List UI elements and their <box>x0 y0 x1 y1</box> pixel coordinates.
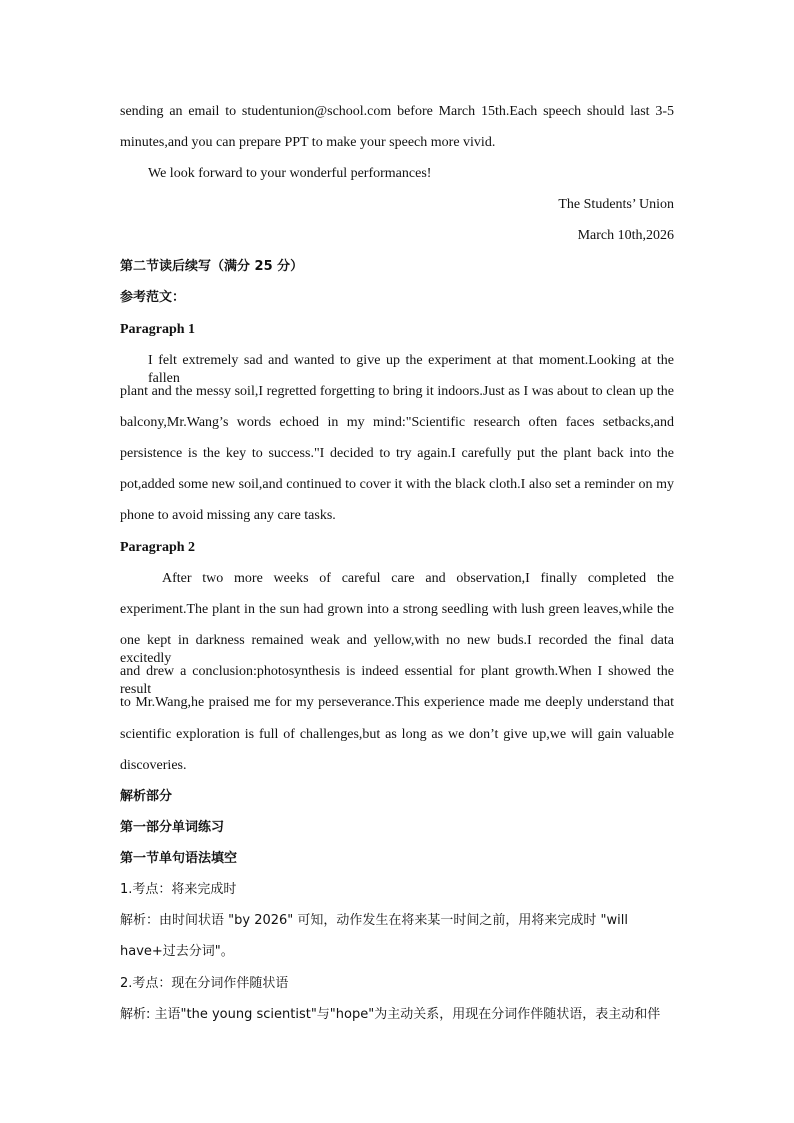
section1-heading: 第一节单句语法填空 <box>120 851 238 866</box>
paragraph2-line: to Mr.Wang,he praised me for my perseverance.This experience made me deeply understand that <box>120 695 674 710</box>
paragraph1-line: phone to avoid missing any care tasks. <box>120 508 336 523</box>
notice-date: March 10th,2026 <box>577 228 674 243</box>
section2-heading: 第二节读后续写（满分 25 分） <box>120 259 304 274</box>
paragraph2-line: discoveries. <box>120 758 187 773</box>
notice-line-2: minutes,and you can prepare PPT to make your speech more vivid. <box>120 135 496 150</box>
question1-point: 1.考点：将来完成时 <box>120 882 237 897</box>
analysis-heading: 解析部分 <box>120 789 173 804</box>
paragraph2-heading: Paragraph 2 <box>120 540 196 555</box>
question2-point: 2.考点：现在分词作伴随状语 <box>120 976 289 991</box>
paragraph1-line: I felt extremely sad and wanted to give up the experiment at that moment.Looking at the fallen <box>148 353 674 386</box>
paragraph1-heading: Paragraph 1 <box>120 322 196 337</box>
question2-explanation: 解析: 主语"the young scientist"与"hope"为主动关系，用现在分词作伴随状语，表主动和伴 <box>120 1007 661 1022</box>
paragraph1-line: plant and the messy soil,I regretted forgetting to bring it indoors.Just as I was about to clean up the <box>120 384 674 399</box>
question1-explanation: 解析：由时间状语 "by 2026" 可知，动作发生在将来某一时间之前，用将来完成时 "will <box>120 913 628 928</box>
paragraph1-line: pot,added some new soil,and continued to cover it with the black cloth.I also set a reminder on my <box>120 477 674 492</box>
paragraph2-line: experiment.The plant in the sun had grown into a strong seedling with lush green leaves,while the <box>120 602 674 617</box>
paragraph2-line: After two more weeks of careful care and observation,I finally completed the <box>162 571 674 586</box>
paragraph2-line: and drew a conclusion:photosynthesis is indeed essential for plant growth.When I showed the result <box>120 664 674 697</box>
paragraph1-line: persistence is the key to success."I decided to try again.I carefully put the plant back into the <box>120 446 674 461</box>
notice-signature: The Students’ Union <box>558 197 674 212</box>
notice-closing: We look forward to your wonderful performances! <box>148 166 432 181</box>
sample-essay-label: 参考范文： <box>120 290 186 305</box>
question1-explanation: have+过去分词"。 <box>120 944 234 959</box>
paragraph2-line: one kept in darkness remained weak and yellow,with no new buds.I recorded the final data excitedly <box>120 633 674 666</box>
part1-heading: 第一部分单词练习 <box>120 820 225 835</box>
paragraph1-line: balcony,Mr.Wang’s words echoed in my mind:"Scientific research often faces setbacks,and <box>120 415 674 430</box>
paragraph2-line: scientific exploration is full of challenges,but as long as we don’t give up,we will gain valuable <box>120 727 674 742</box>
notice-line-1: sending an email to studentunion@school.com before March 15th.Each speech should last 3-5 <box>120 104 674 119</box>
